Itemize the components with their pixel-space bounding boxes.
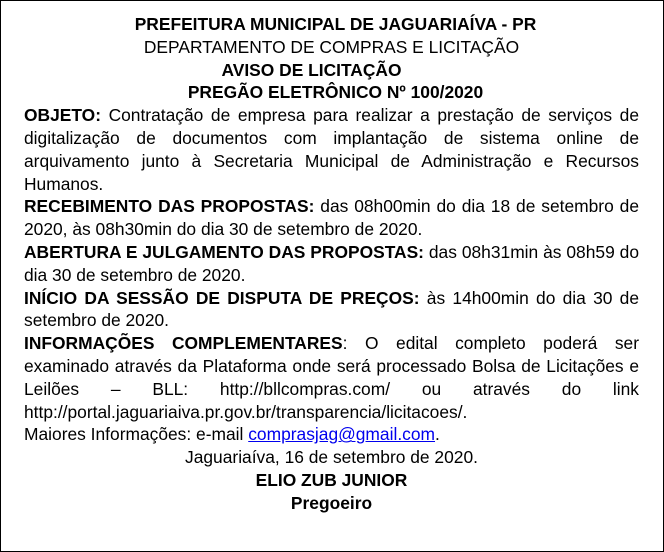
abertura-label: ABERTURA E JULGAMENTO DAS PROPOSTAS: [24, 241, 424, 262]
inicio-text: às 14h00min do dia 30 de setembro de 2020. [24, 287, 640, 331]
aviso-title: AVISO DE LICITAÇÃO [221, 59, 402, 80]
recebimento-text: das 08h00min do dia 18 de setembro de 2020, às 08h30min do dia 30 de setembro de 2020. [24, 196, 640, 240]
email-line [24, 423, 639, 446]
email-prefix: Maiores Informações: e-mail [24, 424, 249, 445]
objeto-paragraph [24, 104, 639, 195]
email-suffix: . [435, 424, 440, 445]
informacoes-text: : O edital completo poderá ser examinado através da Plataforma onde será processado Bolsa de Licitações e Leilões – BLL: http://bllcompras.com/ ou através do link http://portal.jaguariaiva.pr.gov.br/transparencia/licitacoes/. [24, 333, 640, 422]
prefeitura-title: PREFEITURA MUNICIPAL DE JAGUARIAÍVA - PR [134, 14, 537, 34]
place-date: Jaguariaíva, 16 de setembro de 2020. [185, 447, 478, 468]
abertura-text: das 08h31min às 08h59 do dia 30 de setembro de 2020. [24, 241, 639, 285]
inicio-paragraph [24, 287, 639, 333]
objeto-text: Contratação de empresa para realizar a prestação de serviços de digitalização de documentos com implantação de sistema online de arquivamento junto à Secretaria Municipal de Administração e Recursos Humanos. [24, 105, 639, 194]
signer-role: Pregoeiro [290, 492, 373, 513]
pregao-title: PREGÃO ELETRÔNICO Nº 100/2020 [187, 82, 484, 103]
email-link[interactable]: comprasjag@gmail.com [248, 424, 436, 445]
objeto-label: OBJETO: [24, 105, 101, 126]
abertura-paragraph [24, 241, 639, 287]
signer-name: ELIO ZUB JUNIOR [255, 469, 408, 490]
informacoes-paragraph [24, 332, 639, 423]
recebimento-paragraph [24, 195, 639, 241]
recebimento-label: RECEBIMENTO DAS PROPOSTAS: [24, 196, 315, 217]
inicio-label: INÍCIO DA SESSÃO DE DISPUTA DE PREÇOS: [24, 287, 420, 308]
department-title: DEPARTAMENTO DE COMPRAS E LICITAÇÃO [143, 36, 520, 57]
notice-content [24, 13, 639, 515]
informacoes-label: INFORMAÇÕES COMPLEMENTARES [24, 333, 343, 354]
